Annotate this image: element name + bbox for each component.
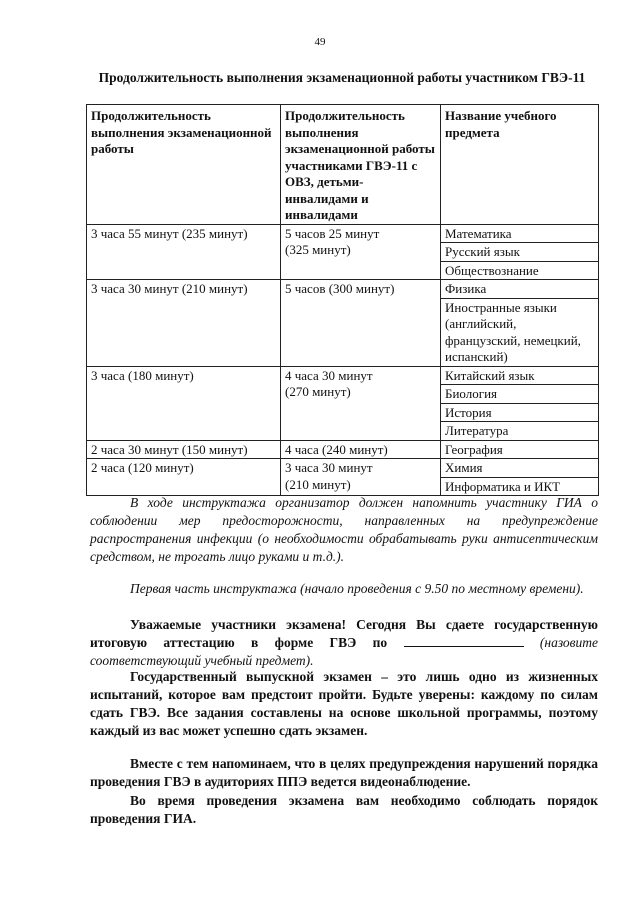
cell-duration: 3 часа 55 минут (235 минут) (87, 224, 281, 280)
cell-duration: 3 часа 30 минут (210 минут) (87, 280, 281, 367)
table-row (87, 280, 599, 367)
exam-life-paragraph: Государственный выпускной экзамен – это лишь одно из жизненных испытаний, которое вам предстоит пройти. Будьте уверены: каждому по силам сдать ГВЭ. Все задания составлены на основе школьной программы, поэтому каждый из вас может успешно сдать экзамен. (90, 669, 598, 738)
subject-item: Литература (441, 421, 598, 440)
subject-item: Математика (445, 225, 512, 241)
subject-item: Обществознание (441, 261, 598, 280)
table-row (87, 459, 599, 496)
table-row (87, 440, 599, 459)
cell-subjects (441, 224, 599, 280)
header-duration-ovz: Продолжительность выполнения экзаменационной работы участниками ГВЭ-11 с ОВЗ, детьми-инвалидами и инвалидами (281, 105, 441, 225)
reminder-paragraph: В ходе инструктажа организатор должен напомнить участнику ГИА о соблюдении мер предосторожности, направленных на предупреждение распространения инфекции (о необходимости обрабатывать руки антисептическим средством, не трогать лицо руками и т.д.). (90, 495, 598, 564)
table-row (87, 366, 599, 440)
order-paragraph: Во время проведения экзамена вам необходимо соблюдать порядок проведения ГИА. (90, 793, 598, 826)
cell-duration-ovz: 4 часа (240 минут) (281, 440, 441, 459)
page-number: 49 (314, 36, 326, 48)
cell-duration: 3 часа (180 минут) (87, 366, 281, 440)
table-row (87, 224, 599, 280)
cell-duration-ovz: 5 часов (300 минут) (281, 280, 441, 367)
subject-item: Русский язык (441, 242, 598, 261)
cell-subjects (441, 366, 599, 440)
subject-item: География (445, 441, 503, 457)
header-subject: Название учебного предмета (441, 105, 599, 225)
first-part-paragraph: Первая часть инструктажа (начало проведения с 9.50 по местному времени). (130, 581, 584, 596)
header-duration: Продолжительность выполнения экзаменационной работы (87, 105, 281, 225)
greeting-note: (назовите соответствующий учебный предмет). (90, 635, 599, 668)
cell-duration-ovz: 5 часов 25 минут (325 минут) (281, 224, 441, 280)
cell-duration: 2 часа 30 минут (150 минут) (87, 440, 281, 459)
subject-item: История (441, 403, 598, 422)
subject-item: Иностранные языки (английский, французский, немецкий, испанский) (441, 298, 598, 366)
subject-item: Информатика и ИКТ (441, 477, 598, 496)
cell-duration: 2 часа (120 минут) (87, 459, 281, 496)
subject-item: Китайский язык (445, 367, 535, 383)
subject-item: Химия (445, 460, 483, 475)
table-header-row (87, 105, 599, 225)
subject-item: Физика (445, 281, 487, 296)
cell-subjects (441, 440, 599, 459)
video-paragraph: Вместе с тем напоминаем, что в целях предупреждения нарушений порядка проведения ГВЭ в аудиториях ППЭ ведется видеонаблюдение. (90, 756, 598, 789)
table-title: Продолжительность выполнения экзаменационной работы участником ГВЭ-11 (98, 70, 586, 85)
subject-blank-line (404, 634, 524, 647)
exam-duration-table (86, 104, 599, 496)
cell-duration-ovz: 4 часа 30 минут (270 минут) (281, 366, 441, 440)
cell-subjects (441, 459, 599, 496)
cell-subjects (441, 280, 599, 367)
greeting-paragraph (90, 616, 598, 670)
greeting-text: Уважаемые участники экзамена! Сегодня Вы сдаете государственную итоговую аттестацию в форме ГВЭ по (90, 617, 598, 650)
cell-duration-ovz: 3 часа 30 минут (210 минут) (281, 459, 441, 496)
subject-item: Биология (441, 384, 598, 403)
